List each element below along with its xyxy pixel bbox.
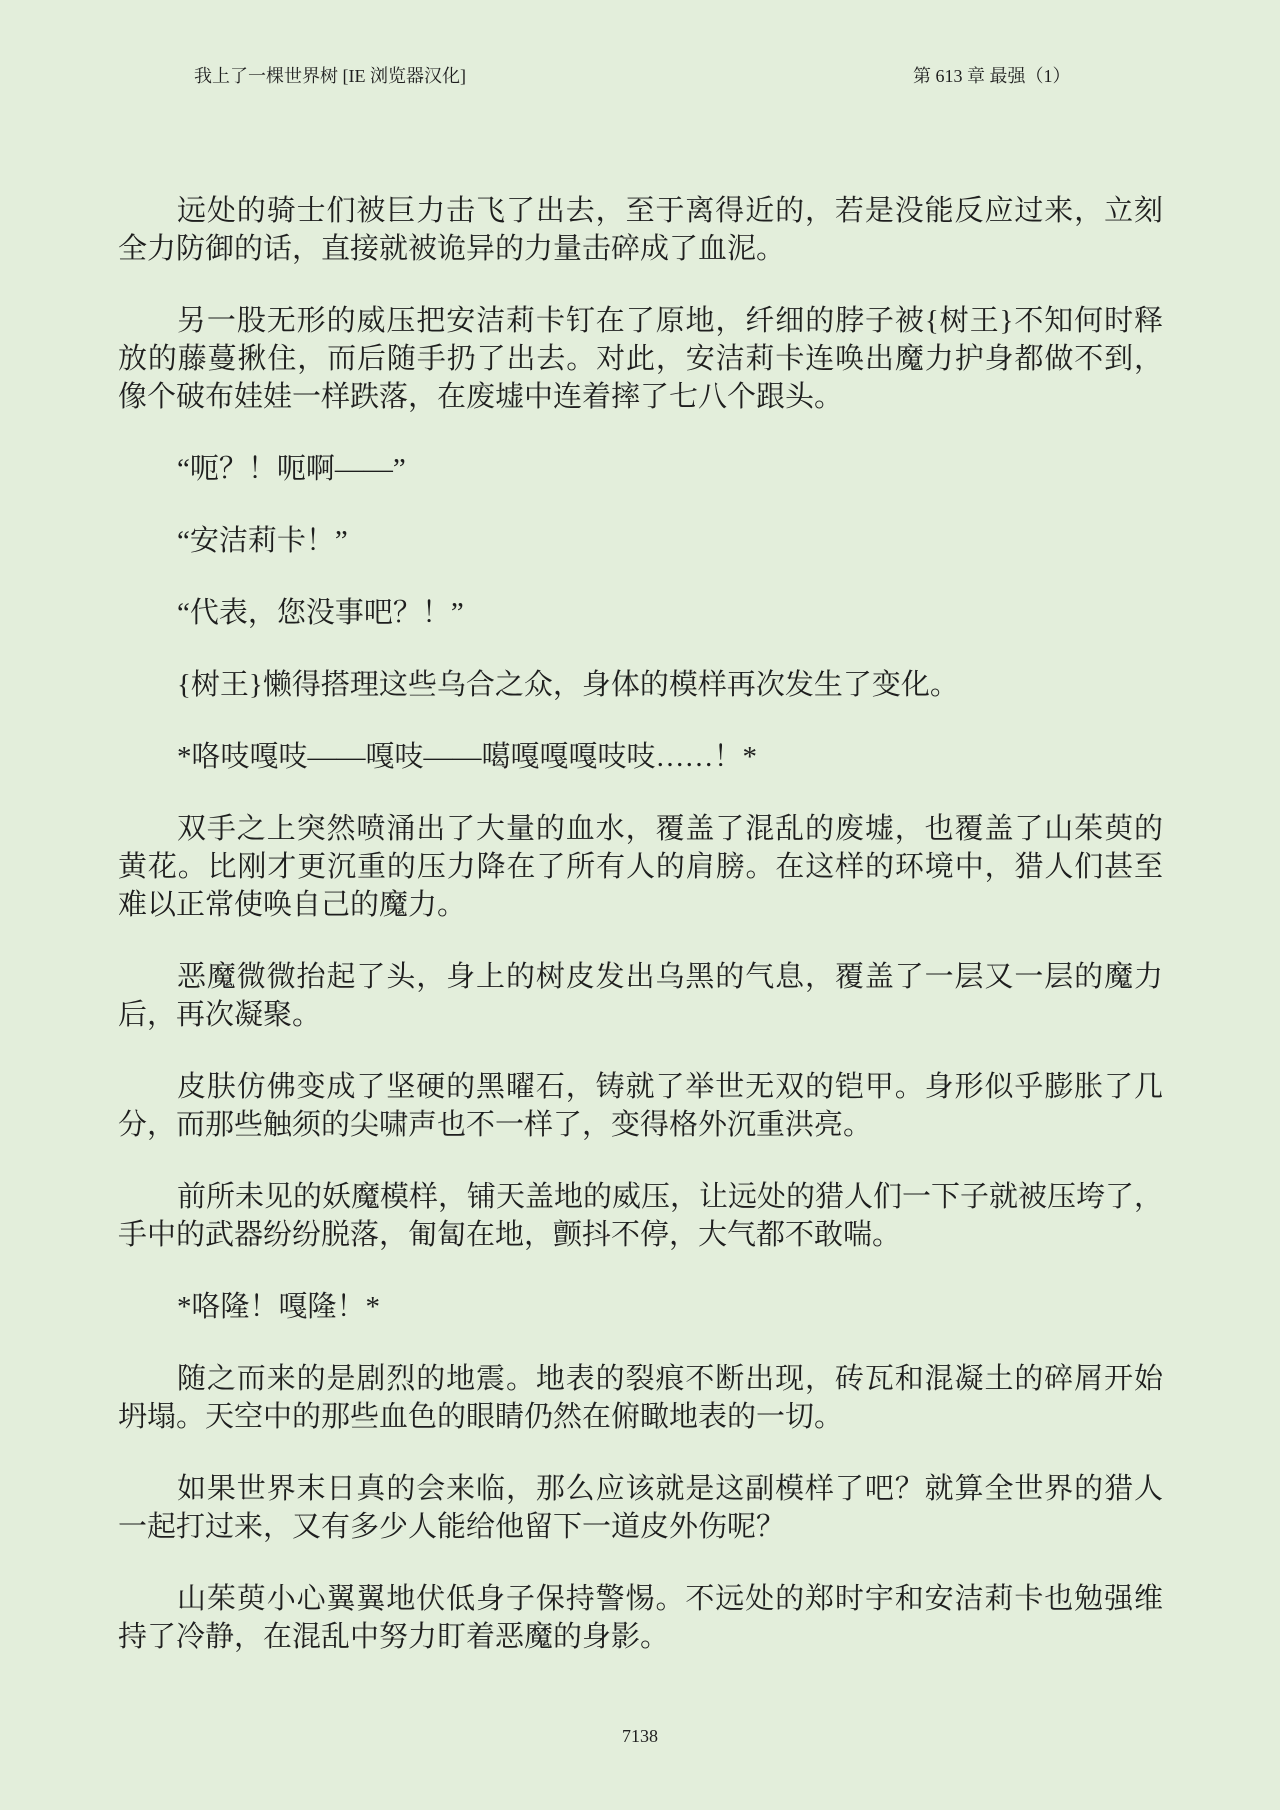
paragraph — [118, 1580, 1163, 1656]
paragraph-line: 山茱萸小心翼翼地伏低身子保持警惕。不远处的郑时宇和安洁莉卡也勉强维 — [177, 1583, 1163, 1615]
paragraph-line: “呃？！呃啊——” — [177, 453, 406, 485]
paragraph-line: 远处的骑士们被巨力击飞了出去，至于离得近的，若是没能反应过来，立刻 — [177, 195, 1163, 227]
paragraph-line: 一起打过来，又有多少人能给他留下一道皮外伤呢？ — [118, 1511, 786, 1543]
paragraph-line: 手中的武器纷纷脱落，匍匐在地，颤抖不停，大气都不敢喘。 — [118, 1219, 902, 1251]
chapter-title-header: 第 613 章 最强（1） — [913, 66, 1071, 86]
paragraph-line: 皮肤仿佛变成了坚硬的黑曜石，铸就了举世无双的铠甲。身形似乎膨胀了几 — [177, 1071, 1163, 1103]
paragraph-line: 像个破布娃娃一样跌落，在废墟中连着摔了七八个跟头。 — [118, 381, 844, 413]
chapter-body — [118, 192, 1163, 1690]
paragraph-line: 放的藤蔓揪住，而后随手扔了出去。对此，安洁莉卡连唤出魔力护身都做不到， — [118, 343, 1163, 375]
paragraph-line: *咯隆！嘎隆！* — [177, 1291, 381, 1323]
paragraph-line: 如果世界末日真的会来临，那么应该就是这副模样了吧？就算全世界的猎人 — [177, 1473, 1163, 1505]
page-number: 7138 — [622, 1726, 658, 1746]
paragraph-line: 全力防御的话，直接就被诡异的力量击碎成了血泥。 — [118, 233, 786, 265]
paragraph-line: 难以正常使唤自己的魔力。 — [118, 889, 467, 921]
paragraph-line: 黄花。比刚才更沉重的压力降在了所有人的肩膀。在这样的环境中，猎人们甚至 — [118, 851, 1163, 883]
paragraph — [118, 450, 1163, 488]
paragraph-line: 持了冷静，在混乱中努力盯着恶魔的身影。 — [118, 1621, 670, 1653]
paragraph — [118, 594, 1163, 632]
paragraph-line: 随之而来的是剧烈的地震。地表的裂痕不断出现，砖瓦和混凝土的碎屑开始 — [177, 1363, 1163, 1395]
paragraph — [118, 302, 1163, 416]
paragraph-line: {树王}懒得搭理这些乌合之众，身体的模样再次发生了变化。 — [177, 669, 959, 701]
paragraph-line: “代表，您没事吧？！” — [177, 597, 464, 629]
paragraph-line: 双手之上突然喷涌出了大量的血水，覆盖了混乱的废墟，也覆盖了山茱萸的 — [177, 813, 1163, 845]
paragraph — [118, 1288, 1163, 1326]
paragraph-line: 前所未见的妖魔模样，铺天盖地的威压，让远处的猎人们一下子就被压垮了， — [177, 1181, 1164, 1213]
paragraph — [118, 1470, 1163, 1546]
paragraph-line: 坍塌。天空中的那些血色的眼睛仍然在俯瞰地表的一切。 — [118, 1401, 844, 1433]
paragraph-line: 后，再次凝聚。 — [118, 999, 322, 1031]
paragraph — [118, 666, 1163, 704]
paragraph — [118, 192, 1163, 268]
paragraph — [118, 958, 1163, 1034]
paragraph — [118, 1178, 1163, 1254]
paragraph-line: *咯吱嘎吱——嘎吱——噶嘎嘎嘎吱吱……！* — [177, 741, 758, 773]
paragraph — [118, 522, 1163, 560]
paragraph-line: 恶魔微微抬起了头，身上的树皮发出乌黑的气息，覆盖了一层又一层的魔力 — [177, 961, 1163, 993]
book-title-header: 我上了一棵世界树 [IE 浏览器汉化] — [194, 66, 466, 86]
paragraph — [118, 1068, 1163, 1144]
paragraph-line: 分，而那些触须的尖啸声也不一样了，变得格外沉重洪亮。 — [118, 1109, 873, 1141]
paragraph — [118, 738, 1163, 776]
paragraph — [118, 810, 1163, 924]
paragraph — [118, 1360, 1163, 1436]
paragraph-line: “安洁莉卡！” — [177, 525, 348, 557]
paragraph-line: 另一股无形的威压把安洁莉卡钉在了原地，纤细的脖子被{树王}不知何时释 — [177, 305, 1163, 337]
